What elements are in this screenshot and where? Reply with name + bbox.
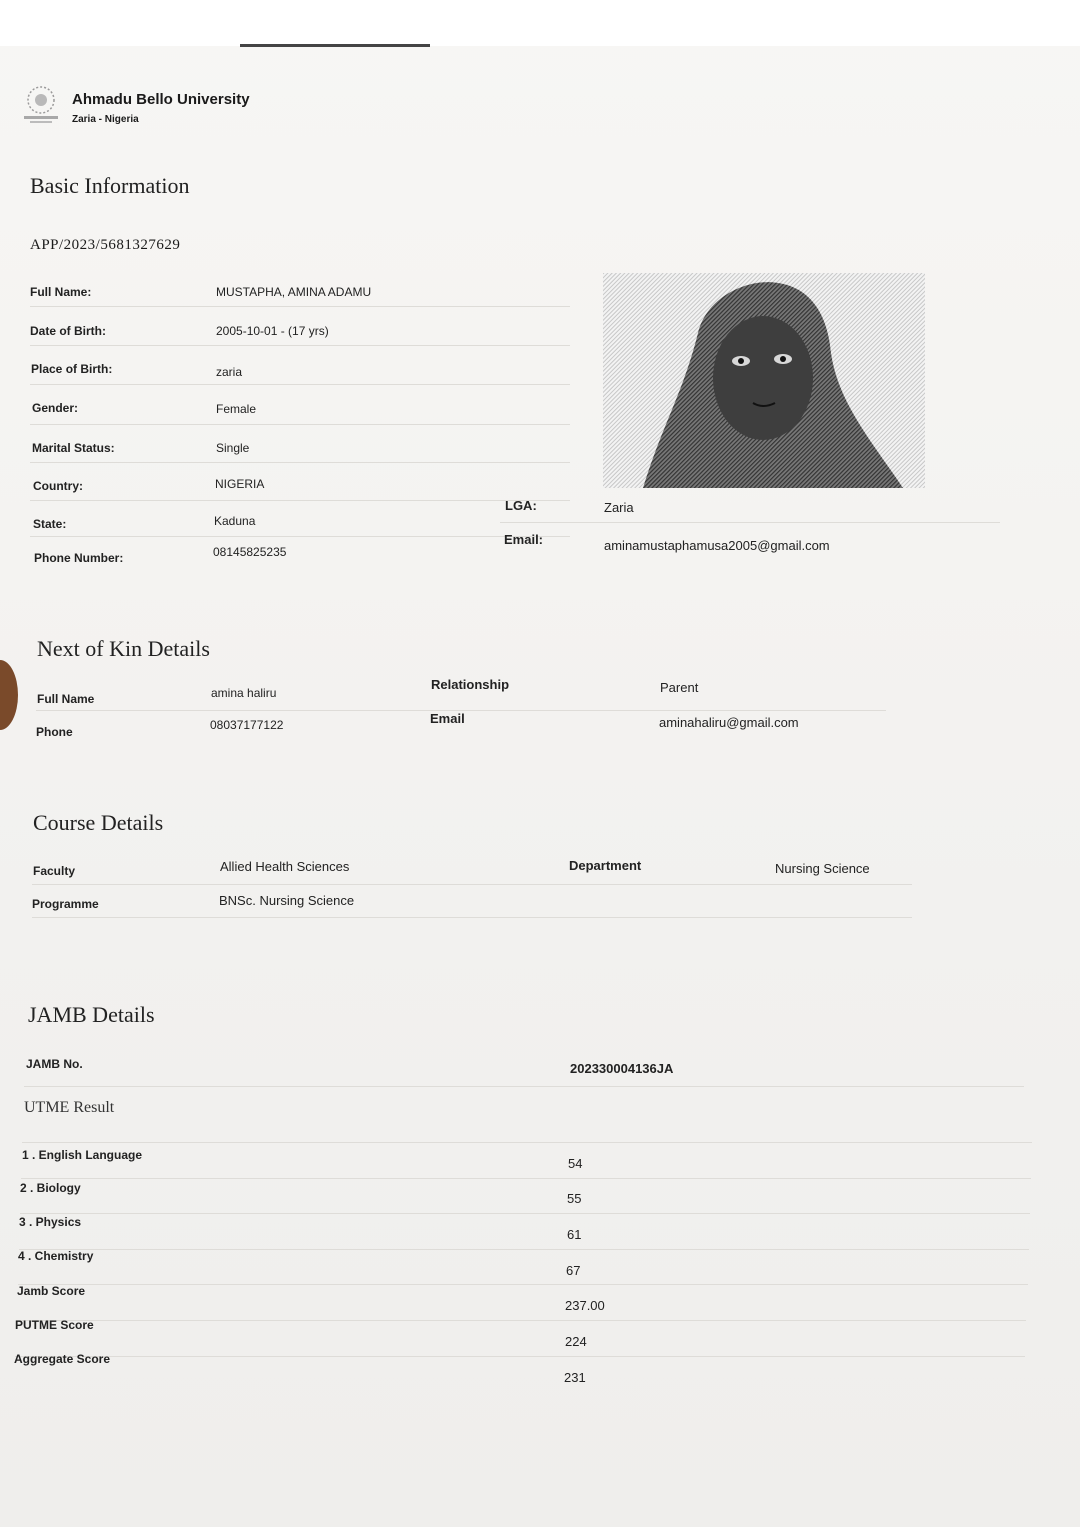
university-logo [20,80,62,126]
row-divider [30,536,570,537]
university-location: Zaria - Nigeria [72,114,139,125]
subject-label: 4 . Chemistry [18,1249,94,1263]
nok-phone-label: Phone [36,725,73,739]
place-of-birth-label: Place of Birth: [31,362,113,376]
jamb-score-label: Jamb Score [17,1284,86,1298]
subject-label: 3 . Physics [19,1215,82,1229]
subject-label: 2 . Biology [20,1181,81,1195]
row-divider [21,1178,1031,1179]
department-value: Nursing Science [775,861,870,876]
basic-info-title: Basic Information [30,173,190,198]
application-id: APP/2023/5681327629 [30,237,181,253]
phone-number-value: 08145825235 [213,545,287,559]
course-details-title: Course Details [33,810,164,835]
row-divider [16,1320,1026,1321]
nok-relationship-value: Parent [660,680,699,695]
row-divider [32,884,912,885]
department-label: Department [569,858,642,873]
state-value: Kaduna [214,514,256,528]
row-divider [32,917,912,918]
nok-email-value: aminahaliru@gmail.com [659,715,799,730]
row-divider [24,1086,1024,1087]
aggregate-score-value: 231 [564,1370,586,1385]
row-divider [30,306,570,307]
page-edge-shadow [0,660,18,730]
subject-score: 67 [566,1263,581,1278]
row-divider [15,1356,1025,1357]
nok-phone-value: 08037177122 [210,718,284,732]
putme-score-label: PUTME Score [15,1318,94,1332]
dob-label: Date of Birth: [30,324,106,338]
email-label: Email: [504,532,544,547]
nok-relationship-label: Relationship [431,677,510,692]
next-of-kin-title: Next of Kin Details [37,636,210,661]
subject-score: 61 [567,1227,582,1242]
nok-full-name-label: Full Name [37,692,95,706]
row-divider [30,500,570,501]
marital-status-value: Single [216,441,250,455]
lga-label: LGA: [505,498,537,513]
row-divider [500,522,1000,523]
country-value: NIGERIA [215,477,265,491]
university-name: Ahmadu Bello University [72,91,250,108]
full-name-value: MUSTAPHA, AMINA ADAMU [216,285,372,299]
phone-number-label: Phone Number: [34,551,124,565]
full-name-label: Full Name: [30,285,92,299]
top-edge-line [240,44,430,47]
place-of-birth-value: zaria [216,365,243,379]
programme-label: Programme [32,897,99,911]
jamb-details-title: JAMB Details [28,1002,155,1027]
utme-result-heading: UTME Result [24,1099,115,1116]
row-divider [30,345,570,346]
faculty-label: Faculty [33,864,76,878]
page-top-margin [0,0,1080,46]
applicant-photo [603,273,925,488]
country-label: Country: [33,479,83,493]
subject-label: 1 . English Language [22,1148,143,1162]
row-divider [19,1249,1029,1250]
gender-label: Gender: [32,401,79,415]
lga-value: Zaria [604,500,634,515]
jamb-score-value: 237.00 [565,1298,605,1313]
subject-score: 54 [568,1156,583,1171]
nok-full-name-value: amina haliru [211,686,277,700]
nok-email-label: Email [430,711,465,726]
gender-value: Female [216,402,257,416]
putme-score-value: 224 [565,1334,587,1349]
dob-value: 2005-10-01 - (17 yrs) [216,324,329,338]
row-divider [22,1142,1032,1143]
jamb-no-label: JAMB No. [26,1057,83,1071]
subject-score: 55 [567,1191,582,1206]
row-divider [20,1213,1030,1214]
marital-status-label: Marital Status: [32,441,115,455]
aggregate-score-label: Aggregate Score [14,1352,111,1366]
state-label: State: [33,517,67,531]
row-divider [30,424,570,425]
faculty-value: Allied Health Sciences [220,859,350,874]
programme-value: BNSc. Nursing Science [219,893,355,908]
row-divider [18,1284,1028,1285]
row-divider [30,384,570,385]
email-value: aminamustaphamusa2005@gmail.com [604,538,830,553]
jamb-no-value: 202330004136JA [570,1061,674,1076]
row-divider [30,462,570,463]
